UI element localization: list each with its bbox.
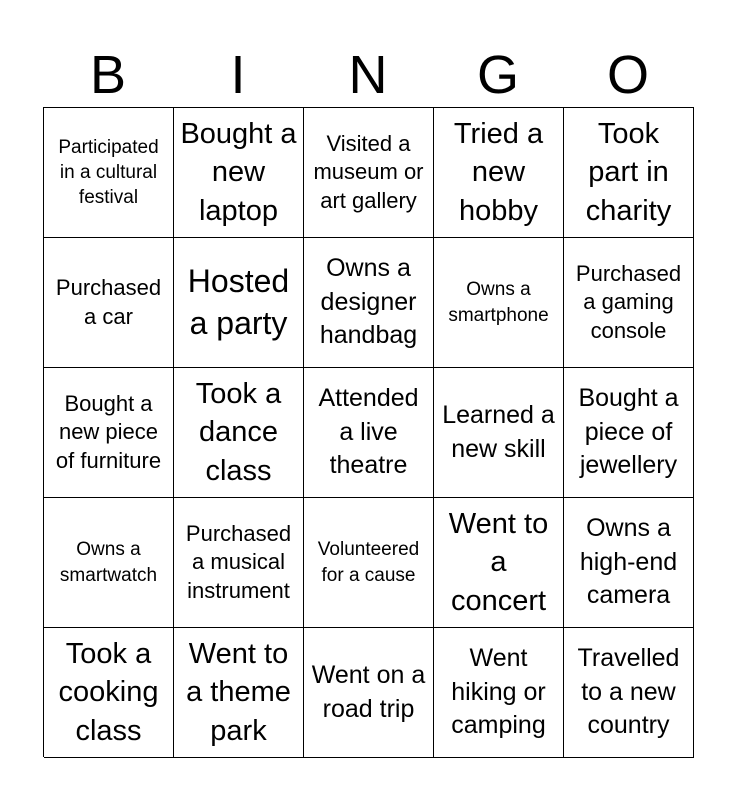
cell-label: Took a dance class [195, 377, 282, 487]
bingo-cell[interactable] [564, 628, 694, 758]
bingo-cell[interactable] [434, 628, 564, 758]
bingo-cell[interactable] [44, 628, 174, 758]
cell-label: Bought a piece of jewellery [578, 383, 679, 480]
bingo-cell[interactable] [434, 108, 564, 238]
cell-label: Owns a smartphone [448, 279, 549, 326]
bingo-cell[interactable] [564, 238, 694, 368]
bingo-cell[interactable] [434, 368, 564, 498]
bingo-cell[interactable] [174, 108, 304, 238]
bingo-cell[interactable] [304, 238, 434, 368]
bingo-cell[interactable] [174, 368, 304, 498]
cell-label: Volunteered for a cause [317, 539, 420, 586]
bingo-cell[interactable] [564, 498, 694, 628]
bingo-cell[interactable] [564, 368, 694, 498]
cell-label: Owns a smartwatch [59, 539, 158, 586]
cell-label: Purchased a car [55, 274, 162, 329]
cell-label: Learned a new skill [442, 400, 555, 463]
bingo-cell[interactable] [564, 108, 694, 238]
bingo-header [43, 40, 693, 106]
cell-label: Owns a high-end camera [579, 513, 678, 610]
cell-label: Went to a theme park [186, 637, 291, 747]
bingo-cell[interactable] [44, 368, 174, 498]
cell-label: Purchased a musical instrument [185, 520, 292, 603]
bingo-board [43, 107, 694, 757]
bingo-cell[interactable] [174, 628, 304, 758]
bingo-cell[interactable] [304, 368, 434, 498]
bingo-cell[interactable] [174, 238, 304, 368]
header-letter-o: O [606, 45, 649, 105]
cell-label: Purchased a gaming console [575, 260, 682, 343]
bingo-cell[interactable] [304, 108, 434, 238]
bingo-cell[interactable] [44, 238, 174, 368]
cell-label: Bought a new piece of furniture [55, 390, 162, 473]
cell-label: Hosted a party [187, 262, 290, 341]
cell-label: Participated in a cultural festival [58, 136, 159, 209]
cell-label: Took a cooking class [58, 637, 159, 747]
bingo-cell[interactable] [44, 108, 174, 238]
cell-label: Tried a new hobby [453, 117, 544, 227]
header-letter-g: G [476, 45, 519, 105]
cell-label: Went on a road trip [311, 660, 426, 723]
bingo-cell[interactable] [434, 498, 564, 628]
bingo-cell[interactable] [304, 628, 434, 758]
cell-label: Visited a museum or art gallery [313, 130, 424, 213]
cell-label: Travelled to a new country [577, 643, 680, 740]
bingo-cell[interactable] [304, 498, 434, 628]
cell-label: Attended a live theatre [318, 383, 419, 480]
cell-label: Owns a designer handbag [319, 253, 418, 350]
cell-label: Went hiking or camping [451, 643, 546, 740]
cell-label: Bought a new laptop [180, 117, 297, 227]
cell-label: Took part in charity [585, 117, 672, 227]
header-letter-n: N [348, 45, 388, 105]
header-letter-i: I [230, 45, 246, 105]
bingo-cell[interactable] [434, 238, 564, 368]
header-letter-b: B [89, 45, 127, 105]
cell-label: Went to a concert [448, 507, 549, 617]
bingo-cell[interactable] [44, 498, 174, 628]
bingo-cell[interactable] [174, 498, 304, 628]
